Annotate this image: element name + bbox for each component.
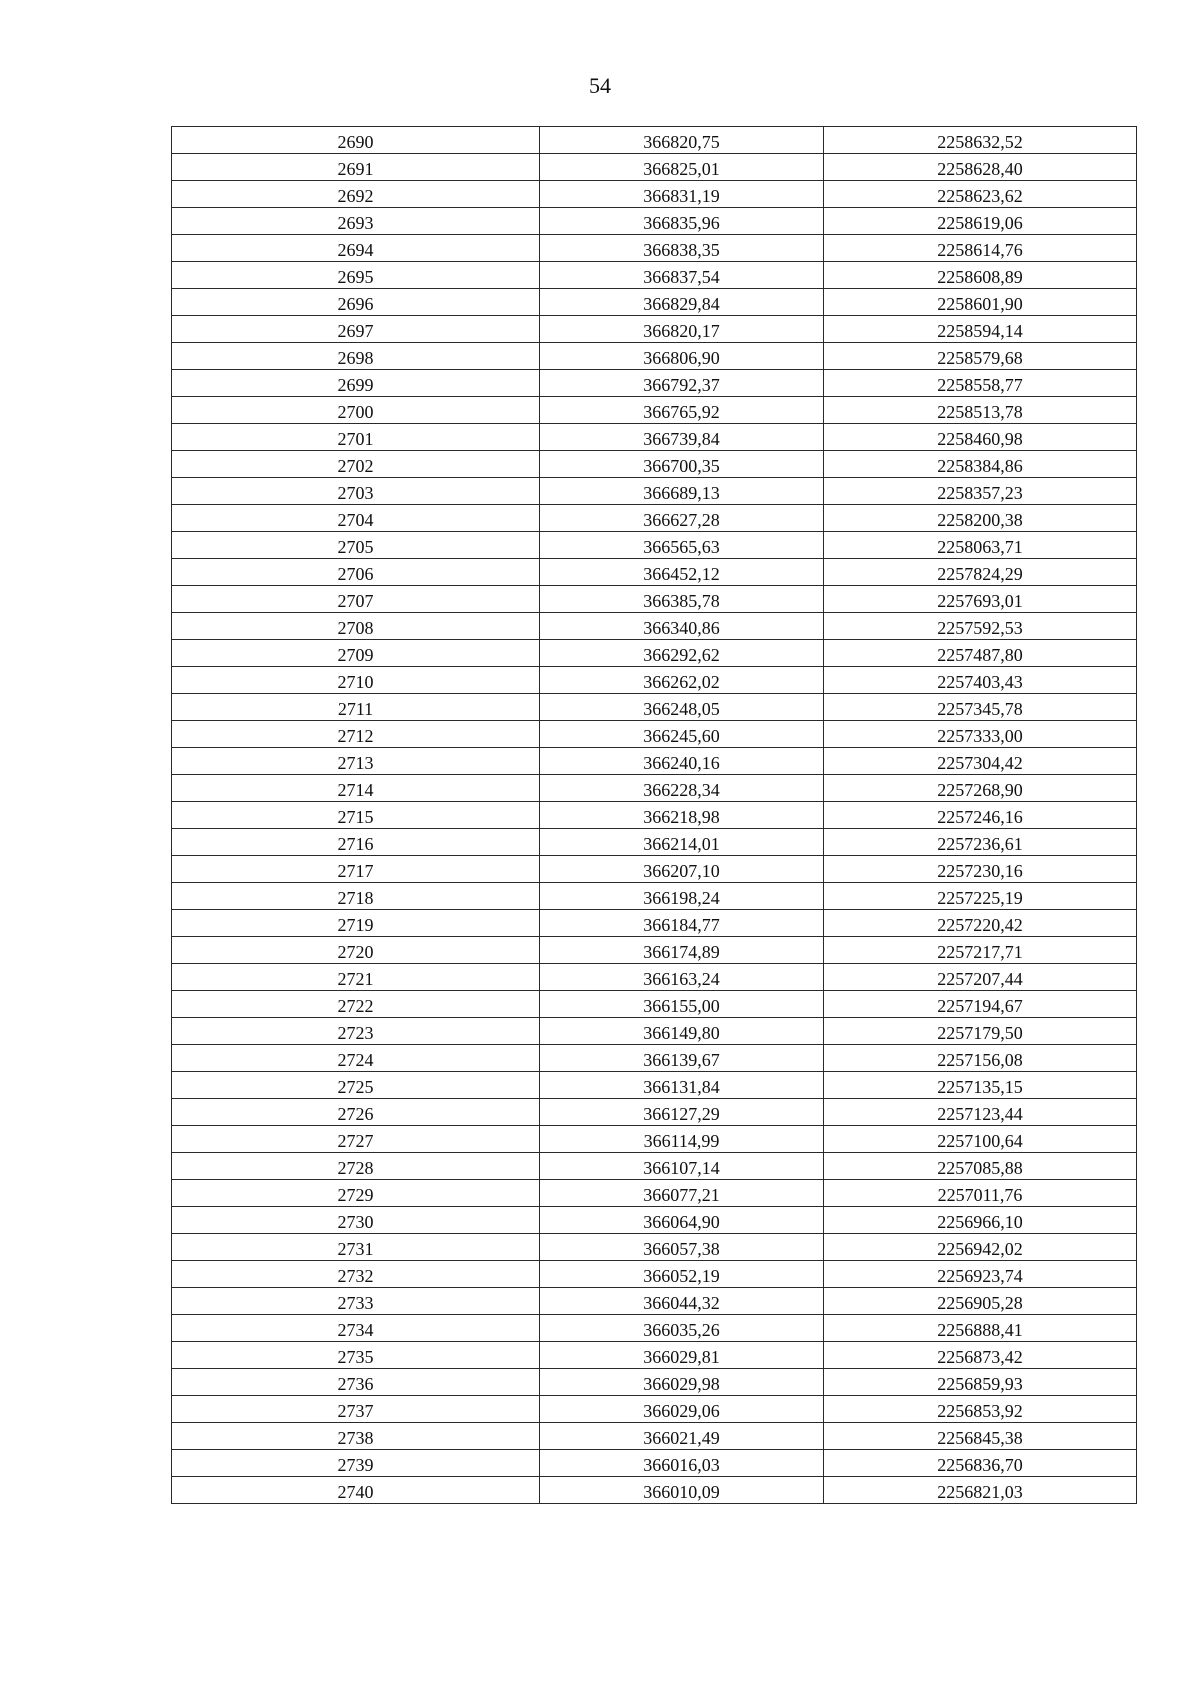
coordinates-table-body [172,127,1137,1504]
x-coordinate-cell: 366838,35 [540,235,824,262]
table-row [172,748,1137,775]
table-row [172,802,1137,829]
point-number-cell: 2728 [172,1153,540,1180]
table-row [172,667,1137,694]
y-coordinate-cell: 2257011,76 [824,1180,1137,1207]
y-coordinate-cell: 2258628,40 [824,154,1137,181]
y-coordinate-cell: 2257824,29 [824,559,1137,586]
point-number-cell: 2737 [172,1396,540,1423]
table-row [172,1423,1137,1450]
table-row [172,1153,1137,1180]
point-number-cell: 2717 [172,856,540,883]
point-number-cell: 2709 [172,640,540,667]
table-row [172,1342,1137,1369]
x-coordinate-cell: 366077,21 [540,1180,824,1207]
y-coordinate-cell: 2258513,78 [824,397,1137,424]
point-number-cell: 2693 [172,208,540,235]
point-number-cell: 2690 [172,127,540,154]
y-coordinate-cell: 2258632,52 [824,127,1137,154]
point-number-cell: 2714 [172,775,540,802]
point-number-cell: 2721 [172,964,540,991]
table-row [172,370,1137,397]
table-row [172,1369,1137,1396]
point-number-cell: 2712 [172,721,540,748]
point-number-cell: 2736 [172,1369,540,1396]
x-coordinate-cell: 366240,16 [540,748,824,775]
x-coordinate-cell: 366174,89 [540,937,824,964]
x-coordinate-cell: 366248,05 [540,694,824,721]
x-coordinate-cell: 366214,01 [540,829,824,856]
x-coordinate-cell: 366064,90 [540,1207,824,1234]
y-coordinate-cell: 2258608,89 [824,262,1137,289]
x-coordinate-cell: 366198,24 [540,883,824,910]
table-row [172,1180,1137,1207]
y-coordinate-cell: 2257156,08 [824,1045,1137,1072]
y-coordinate-cell: 2256888,41 [824,1315,1137,1342]
table-row [172,1288,1137,1315]
x-coordinate-cell: 366292,62 [540,640,824,667]
table-row [172,910,1137,937]
y-coordinate-cell: 2258357,23 [824,478,1137,505]
table-row [172,640,1137,667]
table-row [172,316,1137,343]
y-coordinate-cell: 2256821,03 [824,1477,1137,1504]
x-coordinate-cell: 366627,28 [540,505,824,532]
table-row [172,289,1137,316]
y-coordinate-cell: 2258594,14 [824,316,1137,343]
point-number-cell: 2733 [172,1288,540,1315]
y-coordinate-cell: 2257230,16 [824,856,1137,883]
y-coordinate-cell: 2257085,88 [824,1153,1137,1180]
y-coordinate-cell: 2258460,98 [824,424,1137,451]
table-row [172,505,1137,532]
point-number-cell: 2707 [172,586,540,613]
point-number-cell: 2702 [172,451,540,478]
y-coordinate-cell: 2258200,38 [824,505,1137,532]
x-coordinate-cell: 366052,19 [540,1261,824,1288]
coordinates-table [171,126,1137,1504]
y-coordinate-cell: 2258384,86 [824,451,1137,478]
x-coordinate-cell: 366218,98 [540,802,824,829]
point-number-cell: 2729 [172,1180,540,1207]
x-coordinate-cell: 366139,67 [540,1045,824,1072]
table-row [172,1234,1137,1261]
y-coordinate-cell: 2256859,93 [824,1369,1137,1396]
table-row [172,1099,1137,1126]
point-number-cell: 2739 [172,1450,540,1477]
x-coordinate-cell: 366207,10 [540,856,824,883]
x-coordinate-cell: 366184,77 [540,910,824,937]
table-row [172,235,1137,262]
point-number-cell: 2718 [172,883,540,910]
y-coordinate-cell: 2256853,92 [824,1396,1137,1423]
x-coordinate-cell: 366029,98 [540,1369,824,1396]
x-coordinate-cell: 366029,81 [540,1342,824,1369]
x-coordinate-cell: 366700,35 [540,451,824,478]
point-number-cell: 2740 [172,1477,540,1504]
x-coordinate-cell: 366739,84 [540,424,824,451]
table-row [172,127,1137,154]
table-row [172,1126,1137,1153]
x-coordinate-cell: 366825,01 [540,154,824,181]
point-number-cell: 2719 [172,910,540,937]
y-coordinate-cell: 2257268,90 [824,775,1137,802]
x-coordinate-cell: 366228,34 [540,775,824,802]
x-coordinate-cell: 366044,32 [540,1288,824,1315]
y-coordinate-cell: 2257220,42 [824,910,1137,937]
y-coordinate-cell: 2257179,50 [824,1018,1137,1045]
x-coordinate-cell: 366689,13 [540,478,824,505]
table-row [172,1072,1137,1099]
point-number-cell: 2730 [172,1207,540,1234]
x-coordinate-cell: 366131,84 [540,1072,824,1099]
point-number-cell: 2732 [172,1261,540,1288]
table-row [172,775,1137,802]
y-coordinate-cell: 2257217,71 [824,937,1137,964]
point-number-cell: 2715 [172,802,540,829]
x-coordinate-cell: 366831,19 [540,181,824,208]
point-number-cell: 2703 [172,478,540,505]
x-coordinate-cell: 366035,26 [540,1315,824,1342]
x-coordinate-cell: 366837,54 [540,262,824,289]
point-number-cell: 2720 [172,937,540,964]
point-number-cell: 2695 [172,262,540,289]
x-coordinate-cell: 366245,60 [540,721,824,748]
table-row [172,154,1137,181]
point-number-cell: 2731 [172,1234,540,1261]
x-coordinate-cell: 366029,06 [540,1396,824,1423]
y-coordinate-cell: 2257100,64 [824,1126,1137,1153]
table-row [172,694,1137,721]
point-number-cell: 2724 [172,1045,540,1072]
y-coordinate-cell: 2258601,90 [824,289,1137,316]
y-coordinate-cell: 2257403,43 [824,667,1137,694]
table-row [172,208,1137,235]
table-row [172,883,1137,910]
x-coordinate-cell: 366163,24 [540,964,824,991]
table-row [172,1315,1137,1342]
y-coordinate-cell: 2257487,80 [824,640,1137,667]
table-row [172,937,1137,964]
y-coordinate-cell: 2257345,78 [824,694,1137,721]
point-number-cell: 2698 [172,343,540,370]
table-row [172,451,1137,478]
x-coordinate-cell: 366820,17 [540,316,824,343]
y-coordinate-cell: 2256873,42 [824,1342,1137,1369]
table-row [172,1018,1137,1045]
x-coordinate-cell: 366010,09 [540,1477,824,1504]
point-number-cell: 2701 [172,424,540,451]
y-coordinate-cell: 2258614,76 [824,235,1137,262]
point-number-cell: 2706 [172,559,540,586]
y-coordinate-cell: 2256905,28 [824,1288,1137,1315]
point-number-cell: 2692 [172,181,540,208]
table-row [172,343,1137,370]
table-row [172,586,1137,613]
table-row [172,1450,1137,1477]
table-row [172,856,1137,883]
x-coordinate-cell: 366021,49 [540,1423,824,1450]
point-number-cell: 2735 [172,1342,540,1369]
x-coordinate-cell: 366835,96 [540,208,824,235]
y-coordinate-cell: 2256836,70 [824,1450,1137,1477]
point-number-cell: 2700 [172,397,540,424]
y-coordinate-cell: 2257236,61 [824,829,1137,856]
point-number-cell: 2705 [172,532,540,559]
y-coordinate-cell: 2258623,62 [824,181,1137,208]
point-number-cell: 2697 [172,316,540,343]
x-coordinate-cell: 366765,92 [540,397,824,424]
point-number-cell: 2694 [172,235,540,262]
table-row [172,1396,1137,1423]
point-number-cell: 2691 [172,154,540,181]
table-row [172,1477,1137,1504]
x-coordinate-cell: 366829,84 [540,289,824,316]
y-coordinate-cell: 2257693,01 [824,586,1137,613]
x-coordinate-cell: 366452,12 [540,559,824,586]
point-number-cell: 2727 [172,1126,540,1153]
table-row [172,1261,1137,1288]
x-coordinate-cell: 366107,14 [540,1153,824,1180]
y-coordinate-cell: 2257135,15 [824,1072,1137,1099]
y-coordinate-cell: 2256966,10 [824,1207,1137,1234]
table-row [172,478,1137,505]
table-row [172,424,1137,451]
y-coordinate-cell: 2256845,38 [824,1423,1137,1450]
x-coordinate-cell: 366114,99 [540,1126,824,1153]
y-coordinate-cell: 2258579,68 [824,343,1137,370]
x-coordinate-cell: 366057,38 [540,1234,824,1261]
x-coordinate-cell: 366820,75 [540,127,824,154]
y-coordinate-cell: 2258558,77 [824,370,1137,397]
y-coordinate-cell: 2257194,67 [824,991,1137,1018]
x-coordinate-cell: 366385,78 [540,586,824,613]
x-coordinate-cell: 366565,63 [540,532,824,559]
point-number-cell: 2734 [172,1315,540,1342]
point-number-cell: 2725 [172,1072,540,1099]
table-row [172,1207,1137,1234]
table-row [172,181,1137,208]
table-row [172,613,1137,640]
y-coordinate-cell: 2257304,42 [824,748,1137,775]
point-number-cell: 2699 [172,370,540,397]
table-row [172,964,1137,991]
x-coordinate-cell: 366792,37 [540,370,824,397]
point-number-cell: 2738 [172,1423,540,1450]
point-number-cell: 2710 [172,667,540,694]
y-coordinate-cell: 2256923,74 [824,1261,1137,1288]
y-coordinate-cell: 2257333,00 [824,721,1137,748]
x-coordinate-cell: 366127,29 [540,1099,824,1126]
x-coordinate-cell: 366340,86 [540,613,824,640]
table-row [172,721,1137,748]
point-number-cell: 2704 [172,505,540,532]
x-coordinate-cell: 366262,02 [540,667,824,694]
x-coordinate-cell: 366155,00 [540,991,824,1018]
table-row [172,532,1137,559]
y-coordinate-cell: 2258063,71 [824,532,1137,559]
table-row [172,991,1137,1018]
y-coordinate-cell: 2257246,16 [824,802,1137,829]
point-number-cell: 2713 [172,748,540,775]
table-row [172,397,1137,424]
page-number: 54 [589,73,611,98]
y-coordinate-cell: 2257207,44 [824,964,1137,991]
y-coordinate-cell: 2256942,02 [824,1234,1137,1261]
point-number-cell: 2722 [172,991,540,1018]
y-coordinate-cell: 2257592,53 [824,613,1137,640]
point-number-cell: 2716 [172,829,540,856]
point-number-cell: 2726 [172,1099,540,1126]
x-coordinate-cell: 366016,03 [540,1450,824,1477]
table-row [172,1045,1137,1072]
table-row [172,559,1137,586]
y-coordinate-cell: 2258619,06 [824,208,1137,235]
point-number-cell: 2723 [172,1018,540,1045]
y-coordinate-cell: 2257225,19 [824,883,1137,910]
point-number-cell: 2708 [172,613,540,640]
x-coordinate-cell: 366806,90 [540,343,824,370]
point-number-cell: 2696 [172,289,540,316]
table-row [172,262,1137,289]
y-coordinate-cell: 2257123,44 [824,1099,1137,1126]
table-row [172,829,1137,856]
x-coordinate-cell: 366149,80 [540,1018,824,1045]
point-number-cell: 2711 [172,694,540,721]
